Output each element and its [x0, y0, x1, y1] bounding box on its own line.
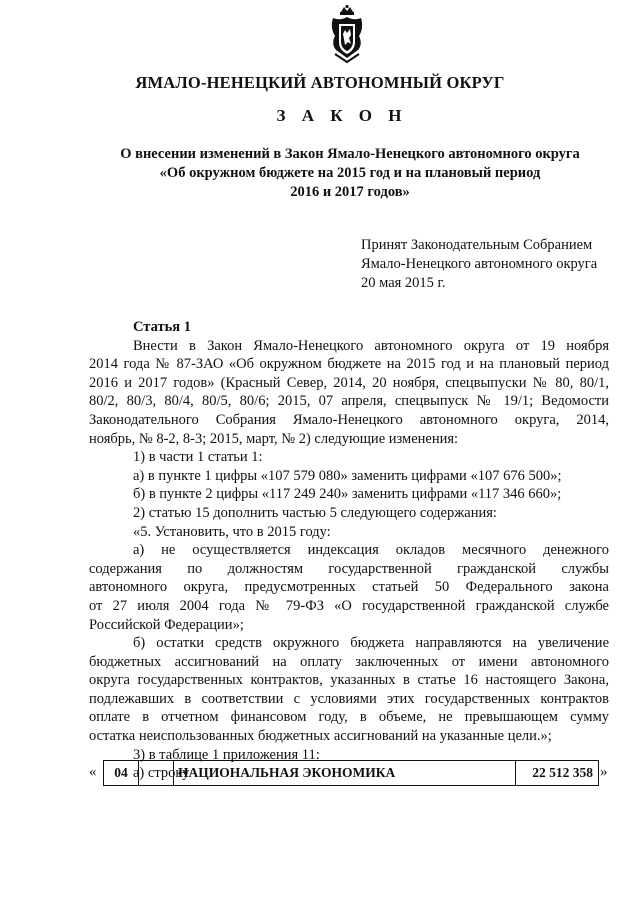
- body-line: б) в пункте 2 цифры «117 249 240» заменить цифрами «117 346 660»;: [133, 486, 562, 503]
- body-line: Внести в Закон Ямало-Ненецкого автономного округа от 19 ноября: [133, 337, 609, 354]
- body-line: б) остатки средств окружного бюджета направляются на увеличение: [133, 635, 609, 652]
- body-line: «5. Установить, что в 2015 году:: [133, 523, 331, 540]
- body-line: 3) в таблице 1 приложения 11:: [133, 746, 320, 763]
- body-line: оплате в отчетном финансовом году, в объеме, не превышающем сумму: [89, 709, 609, 726]
- adoption-note: [361, 236, 597, 293]
- body-line: остатка неиспользованных бюджетных ассигнований на указанные цели.»;: [89, 728, 552, 745]
- body-line: а) строку: [133, 765, 190, 782]
- body-line: ноябрь, № 8-2, 8-3; 2015, март, № 2) следующие изменения:: [89, 430, 459, 447]
- budget-table-row: [89, 760, 609, 786]
- section-name-cell: НАЦИОНАЛЬНАЯ ЭКОНОМИКА: [174, 761, 516, 785]
- empty-cell: [139, 761, 174, 785]
- document-type: З А К О Н: [276, 106, 408, 125]
- title-line: О внесении изменений в Закон Ямало-Ненецкого автономного округа: [120, 146, 580, 162]
- section-code-cell: 04: [104, 761, 139, 785]
- close-quote: »: [600, 764, 608, 780]
- body-line: содержания по должностям государственной гражданской службы: [89, 560, 609, 577]
- body-line: Российской Федерации»;: [89, 616, 244, 633]
- body-line: Законодательного Собрания Ямало-Ненецкого автономного округа, 2014,: [89, 411, 609, 428]
- amount-cell: 22 512 358: [532, 765, 593, 780]
- body-line: а) в пункте 1 цифры «107 579 080» заменить цифрами «107 676 500»;: [133, 467, 562, 484]
- region-name: ЯМАЛО-НЕНЕЦКИЙ АВТОНОМНЫЙ ОКРУГ: [135, 73, 505, 92]
- open-quote: «: [89, 764, 97, 780]
- body-line: 1) в части 1 статьи 1:: [133, 449, 263, 466]
- table-row: [103, 760, 599, 786]
- body-line: округа государственных контрактов, указанных в статье 16 настоящего Закона,: [89, 672, 609, 689]
- adoption-line: Ямало-Ненецкого автономного округа: [361, 256, 598, 272]
- law-title: [100, 145, 600, 202]
- body-line: 2014 года № 87-ЗАО «Об окружном бюджете на 2015 год и на плановый период: [89, 356, 609, 373]
- adoption-line: Принят Законодательным Собранием: [361, 237, 593, 253]
- body-line: а) не осуществляется индексация окладов месячного денежного: [133, 542, 609, 559]
- coat-of-arms-emblem: [327, 4, 367, 64]
- article-heading: Статья 1: [133, 319, 191, 335]
- title-line: «Об окружном бюджете на 2015 год и на плановый период: [159, 165, 541, 181]
- body-line: от 27 июля 2004 года № 79-ФЗ «О государственной гражданской службе: [89, 597, 609, 614]
- title-line: 2016 и 2017 годов»: [290, 184, 410, 200]
- body-line: 80/2, 80/3, 80/4, 80/5, 80/6; 2015, 07 апреля, спецвыпуск № 19/1; Ведомости: [89, 393, 609, 410]
- adoption-line: 20 мая 2015 г.: [361, 275, 446, 291]
- body-line: 2016 и 2017 годов» (Красный Север, 2014, 20 ноября, спецвыпуски № 80, 80/1,: [89, 374, 609, 391]
- body-line: 2) статью 15 дополнить частью 5 следующего содержания:: [133, 504, 497, 521]
- body-line: подлежавших в соответствии с условиями этих государственных контрактов: [89, 690, 609, 707]
- body-line: автономного округа, предусмотренных статьей 50 Федерального закона: [89, 579, 609, 596]
- body-line: бюджетных ассигнований на оплату заключенных от имени автономного: [89, 653, 609, 670]
- article-body: [89, 318, 609, 783]
